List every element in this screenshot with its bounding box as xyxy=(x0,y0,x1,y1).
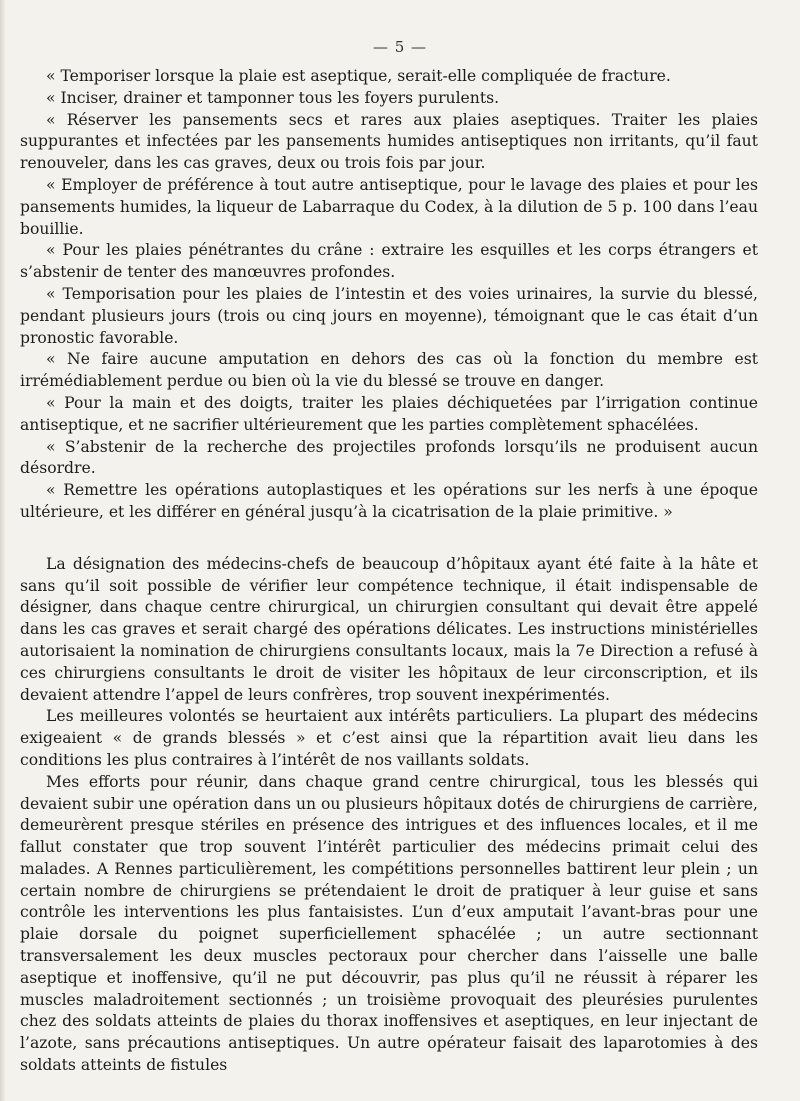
instruction-paragraph: « Temporiser lorsque la plaie est aseptique, serait-elle compliquée de fracture. xyxy=(46,67,671,85)
body-paragraph: Les meilleures volontés se heurtaient aux intérêts particuliers. La plupart des médecins exigeaient « de grands blessés » et c’est ainsi que la répartition avait lieu dans les conditions les plus contraires à l’intérêt de nos vaillants soldats. xyxy=(20,707,758,769)
body-paragraph: La désignation des médecins-chefs de beaucoup d’hôpitaux ayant été faite à la hâte et sans qu’il soit possible de vérifier leur compétence technique, il était indispensable de désigner, dans chaque centre chirurgical, un chirurgien consultant qui devait être appelé dans les cas graves et serait chargé des opérations délicates. Les instructions ministérielles autorisaient la nomination de chirurgiens consultants locaux, mais la 7e Direction a refusé à ces chirurgiens consultants le droit de visiter les hôpitaux de leur circonscription, et ils devaient attendre l’appel de leurs confrères, trop souvent inexpérimentés. xyxy=(20,554,758,704)
page-number: — 5 — xyxy=(372,38,428,56)
instruction-paragraph: « Temporisation pour les plaies de l’intestin et des voies urinaires, la survie du blessé, pendant plusieurs jours (trois ou cinq jours en moyenne), témoignant que le cas était d’un pronostic favorable. xyxy=(20,284,758,347)
instruction-paragraph: « Employer de préférence à tout autre antiseptique, pour le lavage des plaies et pour les pansements humides, la liqueur de Labarraque du Codex, à la dilution de 5 p. 100 dans l’eau bouillie. xyxy=(20,175,758,238)
page-edge-shadow xyxy=(0,0,6,1101)
instruction-paragraph: « Pour les plaies pénétrantes du crâne : extraire les esquilles et les corps étrangers et s’abstenir de tenter des manœuvres profondes. xyxy=(20,241,758,282)
quoted-instructions xyxy=(20,66,758,524)
instruction-paragraph: « Inciser, drainer et tamponner tous les foyers purulents. xyxy=(46,88,500,107)
instruction-paragraph: « S’abstenir de la recherche des projectiles profonds lorsqu’ils ne produisent aucun désordre. xyxy=(20,437,758,478)
section-gap xyxy=(20,524,758,554)
instruction-paragraph: « Remettre les opérations autoplastiques et les opérations sur les nerfs à une époque ultérieure, et les différer en général jusqu’à la cicatrisation de la plaie primitive. » xyxy=(20,481,758,521)
page-content xyxy=(20,66,758,1077)
instruction-paragraph: « Pour la main et des doigts, traiter les plaies déchiquetées par l’irrigation continue antiseptique, et ne sacrifier ultérieurement que les parties complètement sphacélées. xyxy=(20,393,758,434)
body-text xyxy=(20,554,758,1077)
instruction-paragraph: « Réserver les pansements secs et rares aux plaies aseptiques. Traiter les plaies suppurantes et infectées par les pansements humides antiseptiques non irritants, qu’il faut renouveler, dans les cas graves, deux ou trois fois par jour. xyxy=(20,110,758,173)
body-paragraph: Mes efforts pour réunir, dans chaque grand centre chirurgical, tous les blessés qui devaient subir une opération dans un ou plusieurs hôpitaux dotés de chirurgiens de carrière, demeurèrent presque stériles en présence des intrigues et des influences locales, et il me fallut constater que trop souvent l’intérêt particulier des médecins primait celui des malades. A Rennes particulièrement, les compétitions personnelles battirent leur plein ; un certain nombre de chirurgiens se prétendaient le droit de pratiquer à leur guise et sans contrôle les interventions les plus fantaisistes. L’un d’eux amputait l’avant-bras pour une plaie dorsale du poignet superficiellement sphacélée ; un autre sectionnant transversalement les deux muscles pectoraux pour chercher dans l’aisselle une balle aseptique et inoffensive, qu’il ne put découvrir, pas plus qu’il ne réussit à réparer les muscles maladroitement sectionnés ; un troisième provoquait des pleurésies purulentes chez des soldats atteints de plaies du thorax inoffensives et aseptiques, en leur injectant de l’azote, sans précautions antiseptiques. Un autre opérateur faisait des laparotomies à des soldats atteints de fistules xyxy=(20,772,758,1075)
instruction-paragraph: « Ne faire aucune amputation en dehors des cas où la fonction du membre est irrémédiablement perdue ou bien où la vie du blessé se trouve en danger. xyxy=(20,350,758,391)
